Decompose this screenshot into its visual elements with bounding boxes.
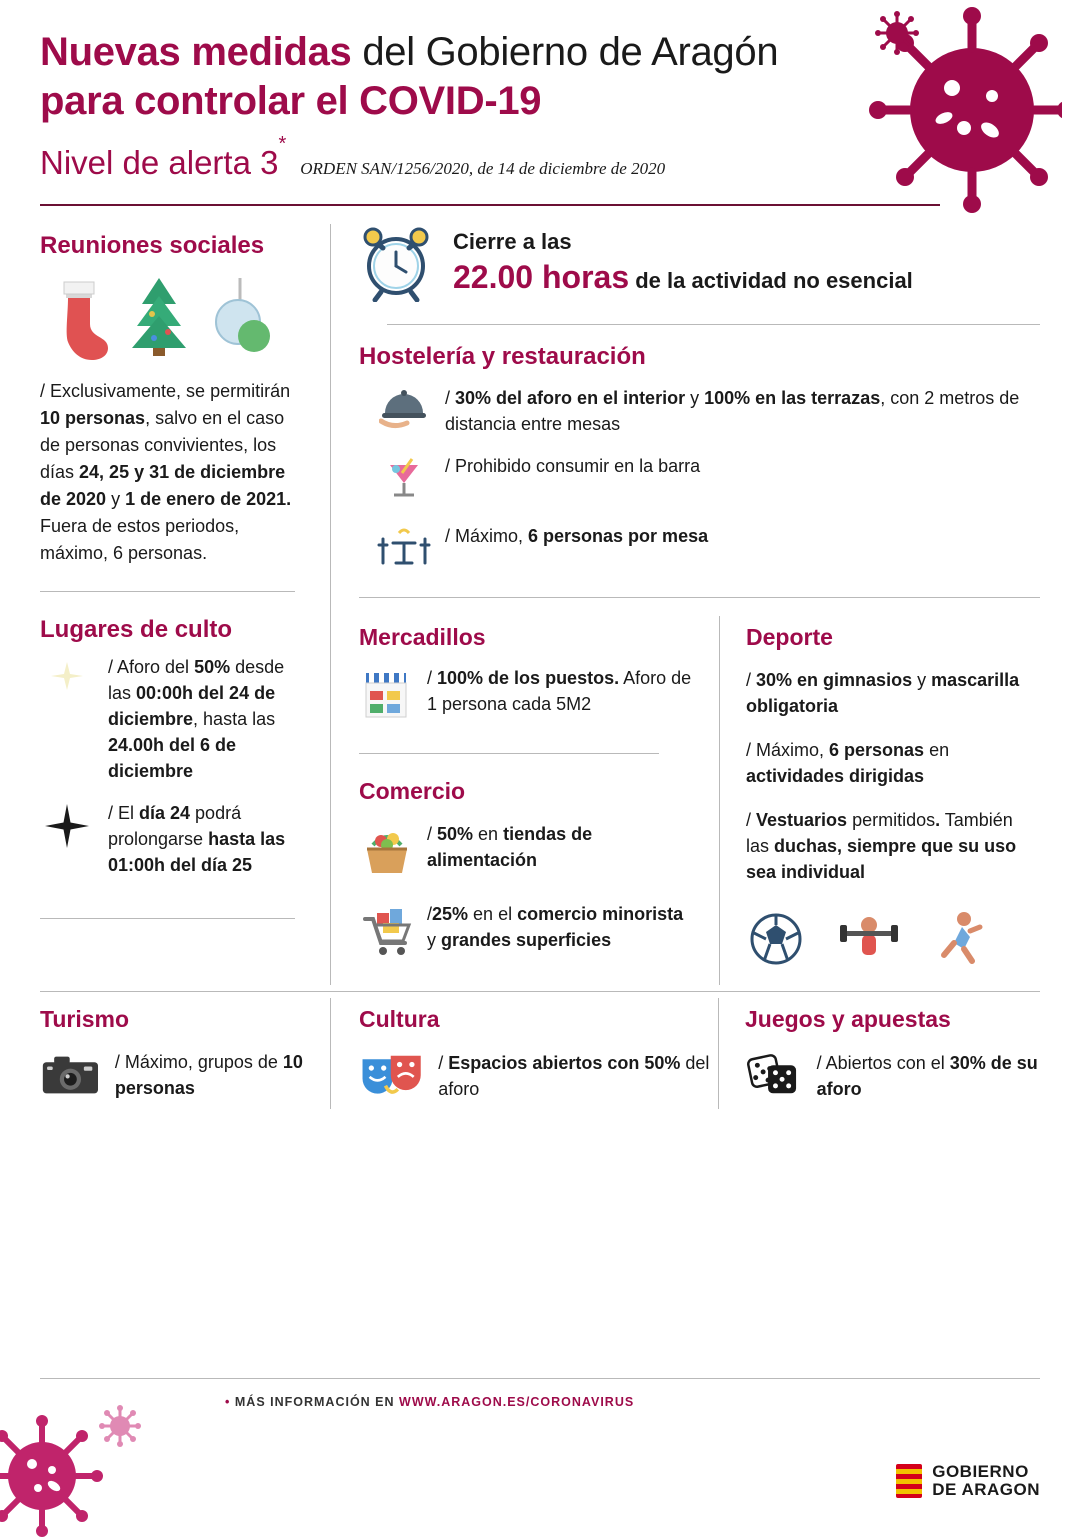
comercio-text-1: / 50% en tiendas de alimentación xyxy=(427,823,593,870)
hosteleria-item-1 xyxy=(377,385,1040,437)
camera-icon xyxy=(40,1043,101,1107)
hosteleria-item-3 xyxy=(377,523,1040,575)
christmas-tree-icon xyxy=(124,274,194,360)
christmas-bauble-icon xyxy=(210,274,272,360)
cierre-block xyxy=(359,224,1040,302)
hosteleria-text-3: / Máximo, 6 personas por mesa xyxy=(445,525,709,546)
christmas-decorations xyxy=(46,274,308,360)
divider-right-1 xyxy=(387,324,1040,325)
alert-level-asterisk: * xyxy=(278,132,287,155)
dice-icon xyxy=(745,1043,803,1109)
section-heading-comercio: Comercio xyxy=(359,777,466,804)
order-reference: ORDEN SAN/1256/2020, de 14 de diciembre de 2020 xyxy=(300,158,666,178)
culto-text-2: / El día 24 podrá prolongarse hasta las 01:00h del día 25 xyxy=(108,803,286,876)
sparkle-star-icon xyxy=(40,800,94,856)
gov-line-2: DE ARAGON xyxy=(932,1480,1040,1500)
section-heading-reuniones: Reuniones sociales xyxy=(40,231,265,259)
sub-column-right xyxy=(719,616,1040,986)
section-heading-culto: Lugares de culto xyxy=(40,615,233,643)
title-part-1: Nuevas medidas xyxy=(40,30,352,74)
column-right xyxy=(330,224,1040,986)
government-logo xyxy=(896,1463,1040,1500)
mercadillos-text: / 100% de los puestos. Aforo de 1 persona cada 5M2 xyxy=(427,667,692,714)
more-info-label: MÁS INFORMACIÓN EN xyxy=(234,1395,400,1409)
cierre-hours: 22.00 horas xyxy=(453,259,630,296)
hosteleria-text-2: / Prohibido consumir en la barra xyxy=(445,455,701,476)
bullet-dot-icon: • xyxy=(225,1395,231,1409)
sparkle-faint-icon xyxy=(40,654,94,702)
sub-column-mid xyxy=(359,616,719,986)
government-logo-text xyxy=(932,1463,1040,1500)
theatre-masks-icon xyxy=(359,1043,424,1109)
table-chairs-icon xyxy=(377,523,431,575)
footer-divider xyxy=(40,1378,1040,1379)
deporte-icons xyxy=(748,903,1040,967)
juegos-item xyxy=(745,1043,1040,1109)
bottom-columns xyxy=(0,998,1080,1109)
turismo-text: / Máximo, grupos de 10 personas xyxy=(114,1052,303,1099)
sub-columns xyxy=(359,616,1040,986)
alarm-clock-icon xyxy=(359,224,433,302)
alert-level-text: Nivel de alerta 3 xyxy=(40,143,279,181)
serving-dome-icon xyxy=(377,385,431,435)
mercadillos-item xyxy=(359,665,697,729)
section-heading-deporte: Deporte xyxy=(746,623,833,650)
cierre-line2-rest: de la actividad no esencial xyxy=(635,268,913,294)
cocktail-glass-icon xyxy=(377,453,431,507)
title-part-2: del Gobierno de Aragón xyxy=(351,30,779,74)
divider-left-1 xyxy=(40,591,295,592)
comercio-item-1 xyxy=(359,821,697,885)
soccer-ball-icon xyxy=(748,911,804,967)
cierre-text xyxy=(453,229,913,296)
cierre-line1: Cierre a las xyxy=(453,229,572,255)
reuniones-text: / Exclusivamente, se permitirán 10 personas, salvo en el caso de personas convivientes, los días 24, 25 y 31 de diciembre de 2020 y 1 de enero de 2021. Fuera de estos periodos, máximo, 6 personas. xyxy=(40,380,292,563)
alert-level xyxy=(40,132,287,182)
header xyxy=(0,0,1080,182)
title-part-3: para controlar el COVID-19 xyxy=(40,78,542,123)
hosteleria-items xyxy=(377,385,1040,575)
column-left xyxy=(40,224,330,986)
coronavirus-url-link[interactable]: WWW.ARAGON.ES/CORONAVIRUS xyxy=(399,1395,635,1409)
deporte-text-1: / 30% en gimnasios y mascarilla obligatoria xyxy=(746,669,1020,716)
deporte-text-3: / Vestuarios permitidos. También las duchas, siempre que su uso sea individual xyxy=(746,810,1017,883)
section-heading-mercadillos: Mercadillos xyxy=(359,623,486,650)
section-heading-juegos: Juegos y apuestas xyxy=(745,1006,951,1033)
bottom-column-juegos xyxy=(718,998,1040,1109)
section-heading-turismo: Turismo xyxy=(40,1006,130,1033)
divider-left-2 xyxy=(40,918,295,919)
comercio-item-2 xyxy=(359,901,697,967)
hosteleria-item-2 xyxy=(377,453,1040,507)
header-divider xyxy=(40,204,940,206)
cultura-text: / Espacios abiertos con 50% del aforo xyxy=(438,1053,710,1100)
hosteleria-text-1: / 30% del aforo en el interior y 100% en las terrazas, con 2 metros de distancia entre mesas xyxy=(445,387,1020,434)
aragon-flag-icon xyxy=(896,1464,922,1498)
coronavirus-footer-small-icon xyxy=(98,1404,142,1448)
gov-line-1: GOBIERNO xyxy=(932,1461,1029,1481)
weightlifter-icon xyxy=(838,911,900,967)
bottom-column-turismo xyxy=(40,998,330,1109)
divider-right-2 xyxy=(359,597,1040,598)
main-content xyxy=(0,224,1080,986)
market-stall-icon xyxy=(359,665,413,729)
section-heading-hosteleria: Hostelería y restauración xyxy=(359,342,646,370)
page-title xyxy=(40,28,830,126)
runner-icon xyxy=(934,909,986,967)
footer xyxy=(0,1378,1080,1528)
culto-item-2 xyxy=(40,800,308,878)
shopping-cart-icon xyxy=(359,901,413,967)
divider-mid-1 xyxy=(359,753,659,754)
section-heading-cultura: Cultura xyxy=(359,1006,440,1033)
shopping-basket-icon xyxy=(359,821,413,885)
christmas-stocking-icon xyxy=(46,276,108,360)
turismo-item xyxy=(40,1043,308,1107)
bottom-column-cultura xyxy=(330,998,718,1109)
deporte-text-2: / Máximo, 6 personas en actividades dirigidas xyxy=(746,739,950,787)
coronavirus-small-icon xyxy=(874,10,920,56)
alert-level-row xyxy=(40,132,1040,182)
culto-text-1: / Aforo del 50% desde las 00:00h del 24 de diciembre, hasta las 24.00h del 6 de diciembre xyxy=(108,656,285,781)
juegos-text: / Abiertos con el 30% de su aforo xyxy=(816,1053,1038,1100)
more-info-line xyxy=(225,1395,1080,1409)
cultura-item xyxy=(359,1043,718,1109)
culto-item-1 xyxy=(40,654,308,784)
bottom-divider xyxy=(40,991,1040,992)
comercio-text-2: /25% en el comercio minorista y grandes superficies xyxy=(427,903,684,950)
